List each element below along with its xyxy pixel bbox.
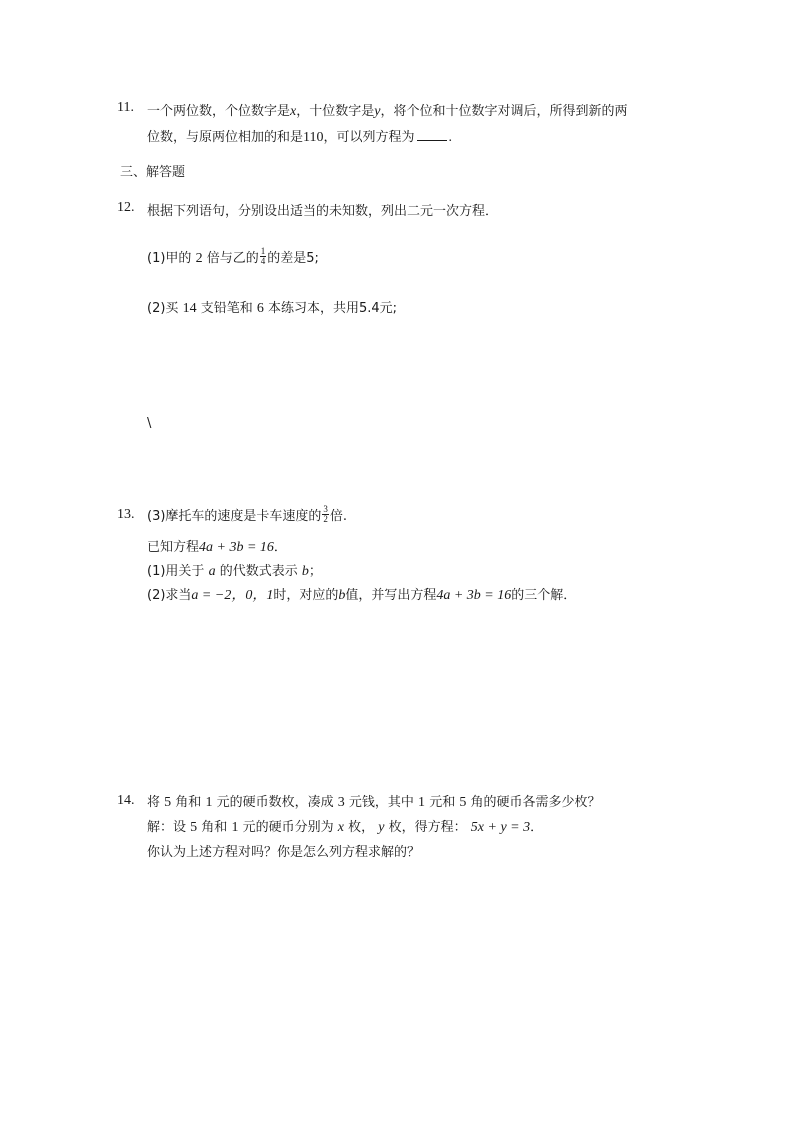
q14-var-y: y [378,820,385,835]
q13-sub2-text: 值，并写出方程 [345,588,437,603]
q14-equation: 5x + y = 3 [470,820,531,835]
fraction-denominator: 2 [323,514,328,524]
q14-num: 1 [231,820,239,835]
q13-sub1-var: a [208,564,216,579]
q14-line2 [147,816,543,836]
q14-text: 角的硬币各需多少枚？ [470,795,601,810]
q12-item1 [147,247,319,268]
q11-text: ，将个位和十位数字对调后，所得到新的两 [380,104,628,119]
q11-period: . [448,130,453,145]
q12-item2 [147,297,397,317]
q14-text: 元钱，其中 [348,795,414,810]
q14-number: 14. [117,793,135,808]
q12-item2-text: (2)买 [147,301,179,316]
q12-number: 12. [117,200,135,215]
q12-item2-num: 6 [256,301,264,316]
q13-sub1-var: b [301,564,309,579]
q14-line1 [147,791,601,811]
q13-item3 [147,505,347,526]
q14-text: 枚，得方程： [388,820,467,835]
q13-item3-text: (3)摩托车的速度是卡车速度的 [147,509,322,524]
q14-num: 1 [418,795,426,810]
q11-line2 [147,126,452,146]
q14-num: 3 [337,795,345,810]
q12-item1-text: 的差是5; [267,251,319,266]
q12-item1-num: 2 [195,251,203,266]
q12-item2-num: 14 [182,301,197,316]
q13-sub2-condition: a = −2，0，1 [191,588,274,603]
q14-num: 1 [205,795,213,810]
q14-num: 5 [190,820,198,835]
q13-given-equation: 4a + 3b = 16 [199,540,274,555]
q14-text: 元和 [429,795,456,810]
q13-sub1-text: (1)用关于 [147,564,205,579]
q14-text: 角和 [201,820,228,835]
q12-item2-text: 本练习本，共用5.4元; [268,301,398,316]
q13-number: 13. [117,507,135,522]
q13-sub1-text: ； [308,564,322,579]
fraction-denominator: 4 [260,256,266,266]
section-title: 三、解答题 [120,165,186,180]
fraction-numerator: 1 [260,246,266,256]
q11-line1 [147,100,627,120]
q11-text: ，可以列方程为 [323,130,415,145]
q13-given-text: 已知方程 [147,540,200,555]
q11-number: 11. [117,100,134,115]
q11-var-x: x [290,104,297,119]
q12-item2-text: 支铅笔和 [200,301,253,316]
stray-backslash: \ [147,416,152,431]
q13-sub2-text: 时，对应的 [273,588,339,603]
q13-sub1-text: 的代数式表示 [219,564,298,579]
q14-num: 5 [164,795,172,810]
q13-sub2-var: b [338,588,346,603]
q11-text: ，十位数字是 [296,104,375,119]
q13-sub2-text: (2)求当 [147,588,192,603]
q14-var-x: x [337,820,344,835]
q14-line3: 你认为上述方程对吗？你是怎么列方程求解的？ [147,845,421,860]
q13-item3-fraction [322,505,329,524]
q12-item1-text: (1)甲的 [147,251,192,266]
q14-text: 枚， [348,820,375,835]
q12-item1-fraction [260,247,267,266]
q11-answer-blank[interactable] [417,128,447,141]
q13-given [147,536,287,556]
q13-sub2 [147,584,576,604]
q13-given-text: ． [273,540,287,555]
q13-sub2-text: 的三个解． [511,588,577,603]
q11-value: 110 [303,130,324,145]
q14-text: 元的硬币数枚，凑成 [216,795,334,810]
q11-var-y: y [374,104,381,119]
q14-num: 5 [459,795,467,810]
q12-item1-text: 倍与乙的 [206,251,259,266]
q14-text: 解：设 [147,820,187,835]
q13-item3-text: 倍. [329,509,348,524]
q13-sub2-equation: 4a + 3b = 16 [436,588,512,603]
q11-text: 一个两位数，个位数字是 [147,104,291,119]
q14-text: 将 [147,795,161,810]
fraction-numerator: 3 [323,504,328,514]
q14-text: ． [530,820,544,835]
q12-intro: 根据下列语句，分别设出适当的未知数，列出二元一次方程． [147,204,499,219]
q14-text: 元的硬币分别为 [242,820,334,835]
q14-text: 角和 [175,795,202,810]
q11-text: 位数，与原两位相加的和是 [147,130,304,145]
q13-sub1 [147,560,322,580]
